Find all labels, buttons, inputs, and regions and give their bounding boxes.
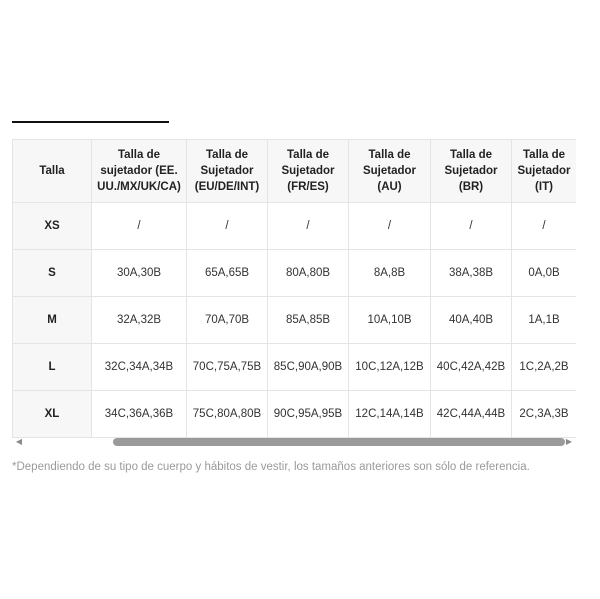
- table-header-row: [13, 140, 577, 203]
- scrollbar-thumb[interactable]: [113, 438, 565, 446]
- horizontal-scrollbar[interactable]: [12, 436, 576, 448]
- table-row: [13, 391, 577, 438]
- table-cell: 10C,12A,12B: [349, 344, 431, 391]
- table-cell: 40A,40B: [431, 297, 512, 344]
- table-row: [13, 250, 577, 297]
- header-us-mx-uk-ca: Talla de sujetador (EE. UU./MX/UK/CA): [92, 140, 187, 203]
- size-table-container: [12, 139, 576, 438]
- header-fr-es: Talla de Sujetador (FR/ES): [268, 140, 349, 203]
- size-table: [12, 139, 576, 438]
- table-cell: 32C,34A,34B: [92, 344, 187, 391]
- header-br: Talla de Sujetador (BR): [431, 140, 512, 203]
- table-cell: 38A,38B: [431, 250, 512, 297]
- table-cell: /: [431, 203, 512, 250]
- table-cell: 1A,1B: [512, 297, 577, 344]
- header-au: Talla de Sujetador (AU): [349, 140, 431, 203]
- table-cell: 2C,3A,3B: [512, 391, 577, 438]
- table-cell: 40C,42A,42B: [431, 344, 512, 391]
- table-row: [13, 297, 577, 344]
- table-cell: 34C,36A,36B: [92, 391, 187, 438]
- table-row: [13, 203, 577, 250]
- size-label-cell: L: [13, 344, 92, 391]
- size-label-cell: S: [13, 250, 92, 297]
- table-cell: 10A,10B: [349, 297, 431, 344]
- active-tab-indicator: [12, 121, 169, 123]
- size-label-cell: XL: [13, 391, 92, 438]
- table-cell: 85C,90A,90B: [268, 344, 349, 391]
- header-eu-de-int: Talla de Sujetador (EU/DE/INT): [187, 140, 268, 203]
- table-cell: 65A,65B: [187, 250, 268, 297]
- table-cell: 8A,8B: [349, 250, 431, 297]
- table-cell: /: [512, 203, 577, 250]
- size-label-cell: M: [13, 297, 92, 344]
- table-cell: 75C,80A,80B: [187, 391, 268, 438]
- table-cell: 90C,95A,95B: [268, 391, 349, 438]
- table-cell: 70A,70B: [187, 297, 268, 344]
- table-cell: /: [268, 203, 349, 250]
- scroll-left-arrow-icon[interactable]: ◀: [15, 437, 23, 446]
- table-cell: 30A,30B: [92, 250, 187, 297]
- table-cell: 1C,2A,2B: [512, 344, 577, 391]
- table-cell: 80A,80B: [268, 250, 349, 297]
- table-cell: 85A,85B: [268, 297, 349, 344]
- header-talla: Talla: [13, 140, 92, 203]
- size-label-cell: XS: [13, 203, 92, 250]
- header-it: Talla de Sujetador (IT): [512, 140, 577, 203]
- table-cell: 12C,14A,14B: [349, 391, 431, 438]
- table-cell: 70C,75A,75B: [187, 344, 268, 391]
- scroll-right-arrow-icon[interactable]: ▶: [565, 437, 573, 446]
- table-cell: /: [92, 203, 187, 250]
- table-row: [13, 344, 577, 391]
- table-cell: 32A,32B: [92, 297, 187, 344]
- table-cell: /: [349, 203, 431, 250]
- table-cell: 0A,0B: [512, 250, 577, 297]
- table-cell: 42C,44A,44B: [431, 391, 512, 438]
- table-cell: /: [187, 203, 268, 250]
- reference-footnote: *Dependiendo de su tipo de cuerpo y hábitos de vestir, los tamaños anteriores son sólo de referencia.: [12, 461, 530, 473]
